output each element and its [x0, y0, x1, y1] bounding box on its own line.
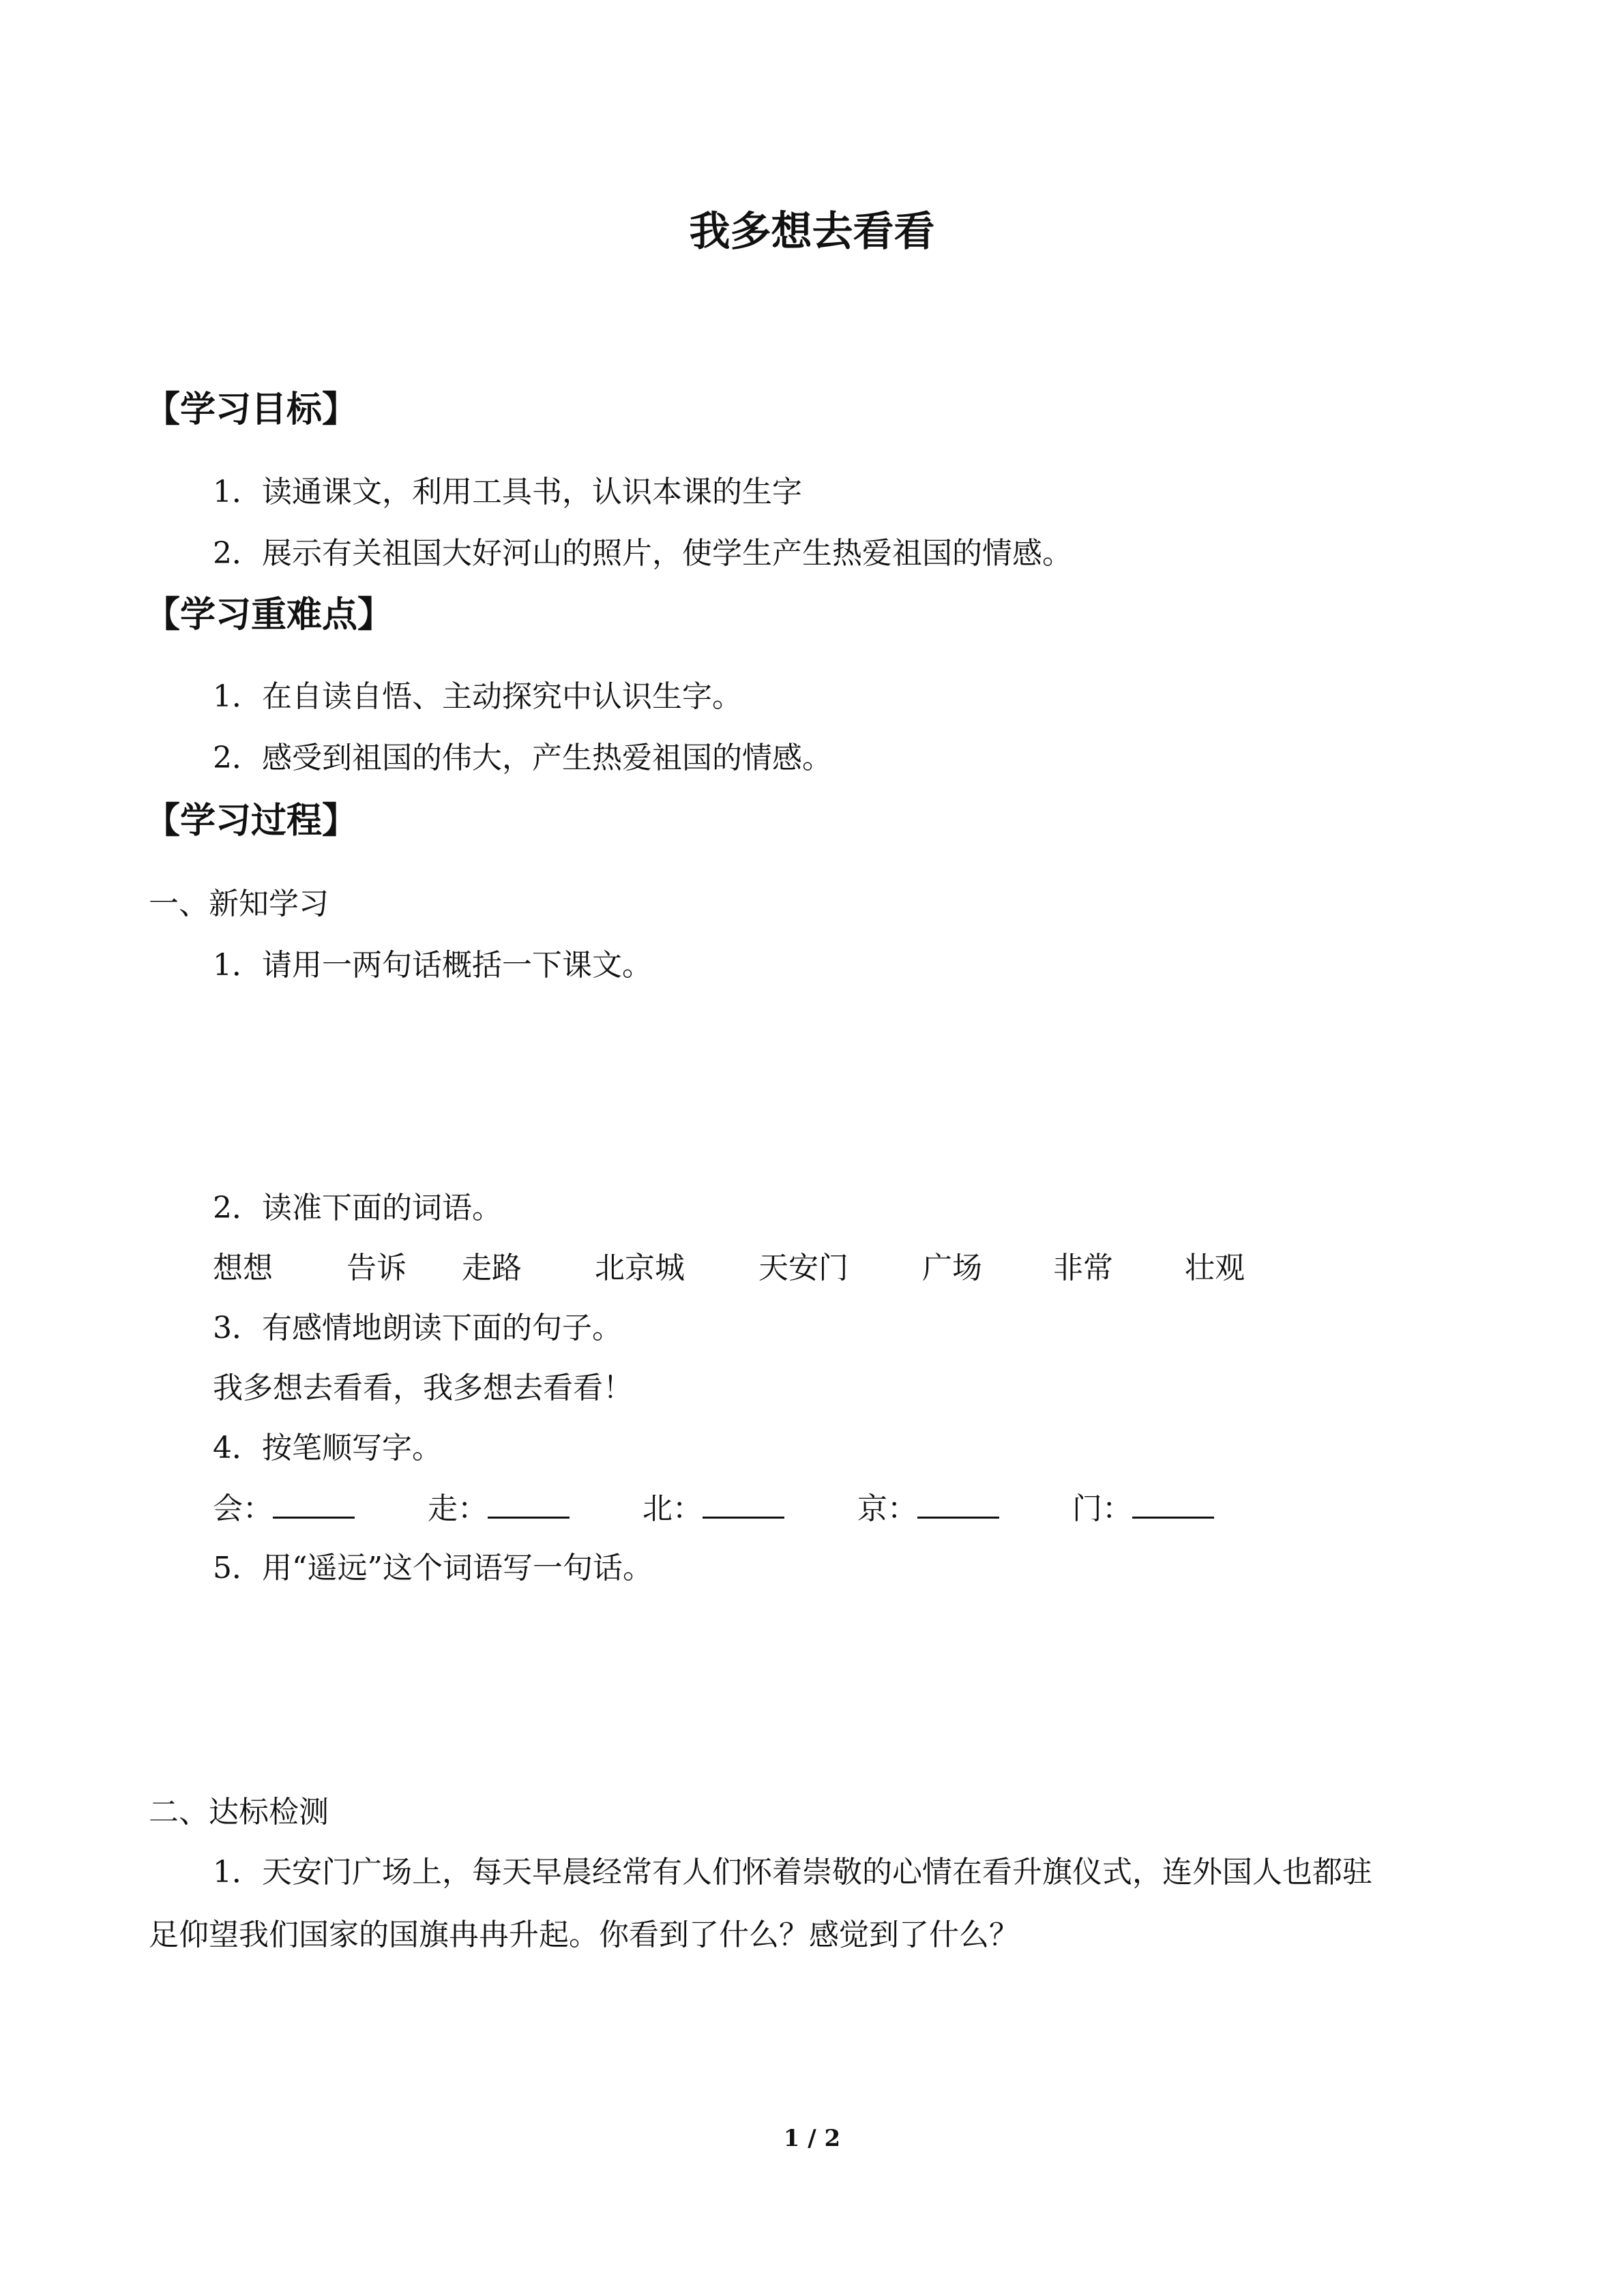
- test-question-1-line1: 1．天安门广场上，每天早晨经常有人们怀着崇敬的心情在看升旗仪式，连外国人也都驻: [213, 1855, 1372, 1890]
- question-4: 4．按笔顺写字。: [213, 1431, 442, 1465]
- answer-blank[interactable]: [488, 1487, 570, 1519]
- test-question-1-line2: 足仰望我们国家的国旗冉冉升起。你看到了什么？感觉到了什么？: [149, 1918, 1019, 1952]
- document-title: 我多想去看看: [689, 208, 935, 256]
- word-item: 走路: [462, 1251, 522, 1285]
- write-char: 会：: [213, 1491, 273, 1526]
- write-char: 走：: [428, 1491, 488, 1526]
- word-item: 想想: [213, 1251, 273, 1285]
- write-item: [428, 1487, 570, 1531]
- section2-title: 二、达标检测: [149, 1795, 329, 1830]
- word-item: 非常: [1053, 1251, 1113, 1285]
- goal-item: 2．展示有关祖国大好河山的照片，使学生产生热爱祖国的情感。: [213, 536, 1072, 571]
- word-item: 北京城: [595, 1251, 685, 1285]
- word-item: 壮观: [1185, 1251, 1245, 1285]
- goals-heading: 【学习目标】: [145, 389, 358, 430]
- question-1: 1．请用一两句话概括一下课文。: [213, 948, 652, 983]
- word-item: 天安门: [758, 1251, 848, 1285]
- goal-item: 1．读通课文，利用工具书，认识本课的生字: [213, 475, 802, 509]
- word-item: 广场: [922, 1251, 982, 1285]
- write-item: [857, 1487, 999, 1531]
- key-point-item: 1．在自读自悟、主动探究中认识生字。: [213, 679, 742, 714]
- reading-sentence: 我多想去看看，我多想去看看！: [213, 1371, 633, 1405]
- write-item: [213, 1487, 355, 1531]
- question-5: 5．用“遥远”这个词语写一句话。: [213, 1551, 653, 1585]
- write-item: [1072, 1487, 1214, 1531]
- write-char: 北：: [643, 1491, 703, 1526]
- key-points-heading: 【学习重难点】: [145, 595, 394, 636]
- question-3: 3．有感情地朗读下面的句子。: [213, 1311, 622, 1345]
- write-char: 京：: [857, 1491, 917, 1526]
- answer-blank[interactable]: [703, 1487, 784, 1519]
- process-heading: 【学习过程】: [145, 801, 358, 841]
- question-2: 2．读准下面的词语。: [213, 1191, 502, 1225]
- word-item: 告诉: [346, 1251, 407, 1285]
- answer-blank[interactable]: [1132, 1487, 1214, 1519]
- section1-title: 一、新知学习: [149, 886, 329, 921]
- write-item: [643, 1487, 784, 1531]
- stroke-order-row: [213, 1487, 1304, 1530]
- write-char: 门：: [1072, 1491, 1132, 1526]
- page-number: 1 / 2: [783, 2125, 841, 2152]
- key-point-item: 2．感受到祖国的伟大，产生热爱祖国的情感。: [213, 741, 832, 775]
- answer-blank[interactable]: [273, 1487, 355, 1519]
- answer-blank[interactable]: [917, 1487, 999, 1519]
